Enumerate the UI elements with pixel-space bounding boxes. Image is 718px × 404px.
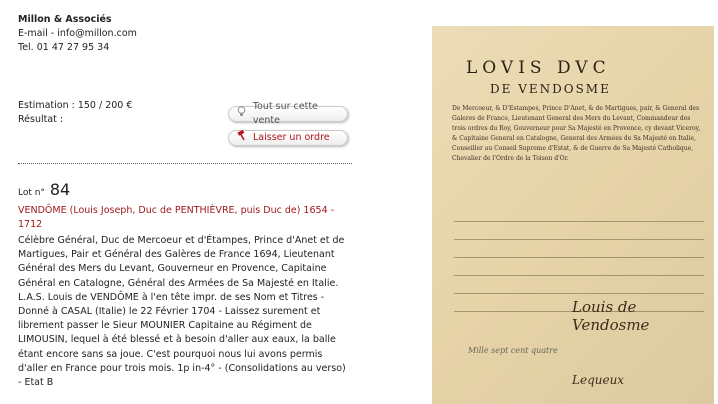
sale-info-button[interactable] — [228, 101, 348, 126]
lot-title[interactable]: VENDÔME (Louis Joseph, Duc de PENTHIÈVRE, puis Duc de) 1654 - 1712 — [18, 205, 335, 230]
result-text: Résultat : — [18, 114, 64, 125]
auction-house-phone: Tel. 01 47 27 95 34 — [18, 42, 110, 53]
leave-order-label: Laisser un ordre — [253, 132, 330, 143]
gavel-icon — [235, 130, 249, 146]
lot-prefix: Lot n° — [18, 188, 45, 198]
lot-number — [18, 180, 70, 199]
document-signature: Louis de Vendosme — [572, 298, 650, 334]
estimate-block — [18, 99, 132, 127]
auction-house-name: Millon & Associés — [18, 14, 112, 25]
auction-house-email: E-mail - info@millon.com — [18, 28, 137, 39]
lightbulb-icon — [235, 106, 249, 122]
document-printed-titles: De Mercoeur, & D'Estampes, Prince D'Anet, & de Martigues, pair, & General des Galeres de France, Lieutenant General des Mers du Levant, Commandeur des trois ordres du Roy, Gouverneur pour Sa Majesté en Provence, cy devant Viceroy, & Capitaine General en Catalogne, General des Armées de Sa Majesté en Italie, Conseiller au Conseil Supreme d'Estat, & de Guerre de Sa Majesté Catholique, Chevalier de l'Ordre de la Toison d'Or. — [452, 105, 701, 162]
handwritten-lines — [454, 204, 704, 312]
document-subheading: DE VENDOSME — [490, 82, 611, 96]
estimation-text: Estimation : 150 / 200 € — [18, 100, 133, 111]
house-info — [18, 13, 358, 55]
document-note: Mille sept cent quatre — [468, 346, 558, 355]
document-signature-2: Lequeux — [572, 373, 625, 387]
lot-photo[interactable] — [432, 26, 714, 404]
document-image — [432, 26, 714, 404]
lot-description: Célèbre Général, Duc de Mercoeur et d'Étampes, Prince d'Anet et de Martigues, Pair et Général des Galères de France 1694, Lieutenant Général des Mers du Levant, Gouverneur en Provence, Capitaine Général en Catalogne, Général des Armées de Sa Majesté en Italie. L.A.S. Louis de VENDÔME à l'en tête impr. de ses Nom et Titres - Donné à CASAL (Italie) le 22 Février 1704 - Laissez surement et librement passer le Sieur MOUNIER Capitaine au Régiment de LIMOUSIN, lequel à été blessé et à besoin d'aller aux eaux, la balle étant encore sans sa joue. C'est pourquoi nous lui avons permis d'aller en France pour trois mois. 1p in-4° - (Consolidations au verso) - Etat B — [18, 235, 346, 389]
divider — [18, 163, 352, 164]
sale-info-label: Tout sur cette vente — [252, 101, 318, 126]
document-heading: LOVIS DVC — [466, 58, 611, 78]
leave-order-button[interactable] — [228, 130, 348, 146]
lot-number-value: 84 — [49, 180, 71, 199]
